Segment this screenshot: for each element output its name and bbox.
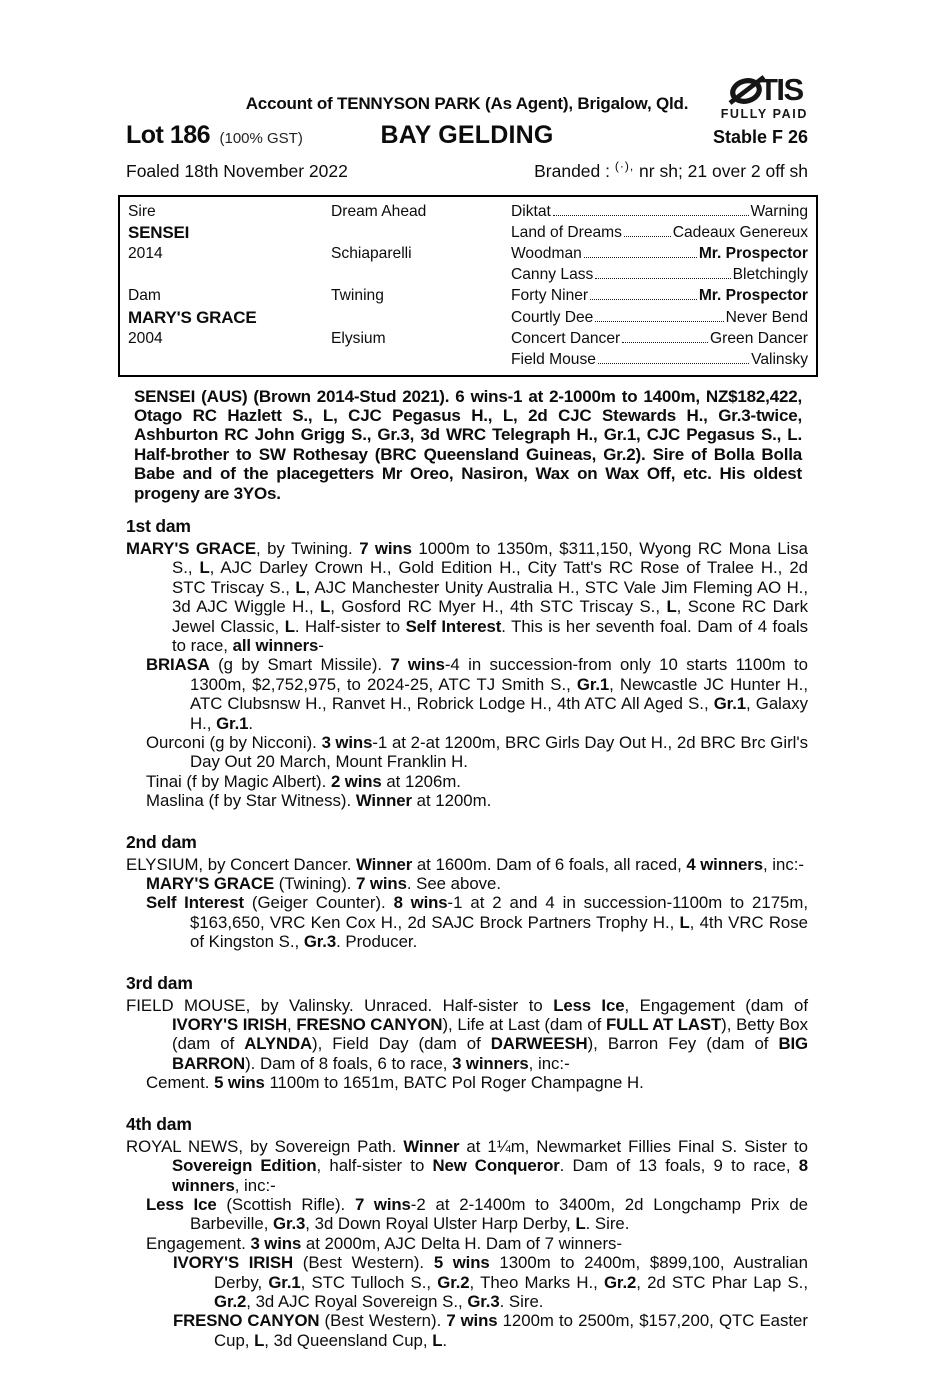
pedigree-cell-generation3 [511,224,808,242]
dam-record-paragraph [126,996,808,1074]
emphasized-text: Gr.2 [214,1291,247,1311]
emphasized-text: Gr.1 [713,694,746,714]
plain-text: . This is her seventh foal. Dam of 4 foals to race, [172,616,808,655]
pedigree-cell-generation2: Schiaparelli [331,244,412,262]
emphasized-text: L [666,597,677,617]
pedigree-row [128,307,808,328]
progeny-entry [126,772,808,791]
emphasized-text: 5 wins [214,1073,265,1093]
plain-text: 1000m to 1350m, $311,150, Wyong RC Mona Lisa S., [172,538,808,578]
ancestor-dam: Mr. Prospector [698,244,808,262]
plain-text: , 4th VRC Rose of Kingston S., [190,912,808,952]
plain-text: Engagement. [146,1233,251,1253]
plain-text: , Newcastle JC Hunter H., ATC Clubsnsw H., Ranvet H., Robrick Lodge H., 4th ATC All Aged S., [190,674,808,714]
emphasized-text: 7 wins [356,874,407,894]
plain-text: 1200m to 2500m, $157,200, QTC Easter Cup, [214,1311,808,1350]
ancestor-dam: Valinsky [751,350,808,368]
progeny-sub-entry [126,1253,808,1311]
ancestor-dam: Green Dancer [710,329,808,347]
progeny-entry [126,893,808,951]
ancestor-sire: Canny Lass [511,266,594,284]
ancestor-dam: Warning [750,202,808,220]
emphasized-text: DARWEESH [490,1034,588,1054]
emphasized-text: Gr.1 [268,1272,301,1292]
emphasized-text: L [575,1214,586,1234]
emphasized-text: FRESNO CANYON [173,1311,320,1331]
ancestor-sire: Courtly Dee [511,308,594,326]
plain-text: Tinai (f by Magic Albert). [146,771,331,791]
plain-text: (Scottish Rifle). [216,1194,355,1214]
emphasized-text: L [199,558,210,578]
plain-text: -4 in succession-from only 10 starts 1100m to 1300m, $2,752,975, to 2024-25, ATC TJ Smith S., [190,655,808,694]
pedigree-cell-generation1: 2004 [128,329,163,347]
vendor-account-line: Account of TENNYSON PARK (As Agent), Brigalow, Qld. [245,94,689,113]
plain-text: (Best Western). [292,1253,434,1273]
pedigree-table [118,195,818,377]
pedigree-cell-generation3 [511,266,808,284]
emphasized-text: Gr.1 [576,674,610,694]
pedigree-row [128,222,808,243]
emphasized-text: Gr.1 [216,713,249,733]
plain-text: , Galaxy H., [190,694,808,733]
emphasized-text: L [679,912,690,932]
plain-text: at 1206m. [381,771,461,791]
plain-text: . Producer. [336,932,418,952]
plain-text: , Gosford RC Myer H., 4th STC Triscay S., [330,597,667,617]
lot-number: Lot 186 [126,121,211,149]
plain-text: . [442,1330,448,1350]
plain-text: . See above. [406,874,502,894]
emphasized-text: L [320,597,331,617]
ancestor-dam: Cadeaux Genereux [672,223,808,241]
plain-text: ), Life at Last (dam of [442,1015,607,1035]
plain-text: , STC Tulloch S., [300,1272,438,1292]
dotted-leader [553,215,749,216]
plain-text: . Sire. [585,1214,630,1234]
progeny-sub-entry [126,1311,808,1350]
dotted-leader [584,257,697,258]
pedigree-cell-generation1: 2014 [128,244,163,262]
dam-record-paragraph [126,1137,808,1195]
emphasized-text: Self Interest [405,616,502,636]
plain-text: , Theo Marks H., [469,1272,604,1292]
emphasized-text: FRESNO CANYON [296,1015,443,1035]
plain-text: FIELD MOUSE, by Valinsky. Unraced. Half-sister to [126,995,554,1015]
emphasized-text: 7 wins [446,1311,498,1331]
foaled-date: Foaled 18th November 2022 [126,161,348,181]
dam-section-heading: 2nd dam [126,831,197,852]
plain-text: at 1200m. [411,791,492,811]
pedigree-row [128,328,808,349]
plain-text: , 3d AJC Royal Sovereign S., [246,1291,468,1311]
emphasized-text: L [254,1330,265,1350]
emphasized-text: SENSEI (AUS) (Brown 2014-Stud 2021). 6 wins-1 at 2-1000m to 1400m, NZ$182,422, Otago RC Hazlett S., L, CJC Pegasus H., L, 2d CJC Stewards H., Gr.3-twice, Ashburton RC John Grigg S., Gr.3, 3d WRC Telegraph H., Gr.1, CJC Pegasus S., L. Half-brother to SW Rothesay (BRC Queensland Guineas, Gr.2). Sire of Bolla Bolla Babe and of the placegetters Mr Oreo, Nasiron, Wax on Wax Off, etc. His oldest progeny are 3YOs. [134,386,802,503]
plain-text: at 1600m. Dam of 6 foals, all raced, [412,854,687,874]
plain-text: Cement. [146,1073,215,1093]
emphasized-text: BIG BARRON [172,1034,808,1073]
dotted-leader [590,299,697,300]
qtis-logo-wordmark [721,74,808,105]
dotted-leader [595,321,723,322]
progeny-entry [126,655,808,733]
emphasized-text: Gr.3 [273,1214,306,1234]
plain-text: - [318,635,324,655]
branded-text: nr sh; 21 over 2 off sh [634,161,808,181]
plain-text: at 2000m, AJC Delta H. Dam of 7 winners- [301,1233,623,1253]
emphasized-text: IVORY'S IRISH [172,1015,287,1035]
emphasized-text: Winner [356,854,413,874]
ancestor-sire: Concert Dancer [511,329,621,347]
pedigree-cell-generation3 [511,309,808,327]
emphasized-text: New Conqueror [432,1156,560,1176]
plain-text: (Twining). [274,874,357,894]
pedigree-row [128,286,808,307]
plain-text: (Best Western). [319,1311,447,1331]
plain-text: Maslina (f by Star Witness). [146,791,356,811]
plain-text: . Half-sister to [294,616,406,636]
plain-text: . Sire. [499,1291,544,1311]
emphasized-text: 3 wins [250,1233,302,1253]
plain-text: -1 at 2-at 1200m, BRC Girls Day Out H., 2d BRC Brc Girl's Day Out 20 March, Mount Franklin H. [190,733,809,772]
plain-text: at 1¼m, Newmarket Fillies Final S. Sister to [459,1136,808,1156]
pedigree-cell-generation3 [511,287,808,305]
gst-note: (100% GST) [219,130,303,147]
ancestor-sire: Land of Dreams [511,223,622,241]
progeny-entry [126,1073,808,1092]
pedigree-row [128,265,808,286]
brand-symbol: (·), [614,159,635,174]
plain-text: ROYAL NEWS, by Sovereign Path. [126,1136,404,1156]
section-4th-dam [126,1114,808,1350]
pedigree-cell-generation2: Twining [331,287,384,305]
horse-description-title: BAY GELDING [380,121,554,149]
plain-text: , 3d Down Royal Ulster Harp Derby, [305,1214,576,1234]
progeny-entry [126,1234,808,1253]
emphasized-text: MARY'S GRACE [126,538,256,558]
dam-section-heading: 4th dam [126,1113,192,1134]
emphasized-text: 5 wins [433,1253,490,1273]
emphasized-text: 7 wins [359,538,412,558]
plain-text: , 3d Queensland Cup, [264,1330,433,1350]
branded-info [534,161,808,182]
emphasized-text: L [284,616,295,636]
ancestor-dam: Mr. Prospector [698,287,808,305]
dam-record-paragraph [126,855,808,874]
emphasized-text: 8 winners [172,1156,808,1195]
qtis-logo [721,74,808,121]
pedigree-cell-generation1: SENSEI [128,222,190,242]
plain-text: ), Betty Box (dam of [172,1015,808,1054]
dotted-leader [595,278,730,279]
plain-text: . Dam of 13 foals, 9 to race, [559,1156,799,1176]
emphasized-text: 7 wins [390,655,445,675]
emphasized-text: Gr.3 [303,932,337,952]
pedigree-cell-generation3 [511,330,808,348]
emphasized-text: Less Ice [553,995,625,1015]
qtis-logo-text: TIS [758,72,803,107]
lot-header-row [126,121,808,152]
emphasized-text: 3 winners [452,1053,529,1073]
emphasized-text: FULL AT LAST [606,1015,722,1035]
emphasized-text: Sovereign Edition [172,1156,317,1176]
pedigree-cell-generation1: Sire [128,202,156,220]
dotted-leader [598,363,749,364]
emphasized-text: Winner [355,791,412,811]
progeny-entry [126,733,808,772]
pedigree-cell-generation2: Elysium [331,329,386,347]
dam-section-heading: 1st dam [126,515,191,536]
emphasized-text: all winners [232,635,319,655]
emphasized-text: Gr.3 [467,1291,500,1311]
ancestor-sire: Diktat [511,202,551,220]
dotted-leader [624,236,671,237]
plain-text: Ourconi (g by Nicconi). [146,733,322,752]
ancestor-dam: Never Bend [725,308,808,326]
fully-paid-label: FULLY PAID [720,107,808,121]
pedigree-cell-generation1: MARY'S GRACE [128,307,257,327]
plain-text: 1100m to 1651m, BATC Pol Roger Champagne H. [264,1073,644,1093]
emphasized-text: Less Ice [146,1194,217,1214]
ancestor-dam: Bletchingly [732,266,808,284]
dam-record-paragraph [126,539,808,655]
plain-text: ), Field Day (dam of [312,1034,491,1054]
plain-text: ). Dam of 8 foals, 6 to race, [245,1053,453,1073]
progeny-entry [126,874,808,893]
plain-text: , inc:- [528,1053,570,1073]
emphasized-text: 2 wins [330,771,382,791]
pedigree-cell-generation3 [511,351,808,369]
lot-left-group [126,121,303,150]
emphasized-text: Gr.2 [603,1272,637,1292]
emphasized-text: Winner [403,1136,460,1156]
plain-text: ), Barron Fey (dam of [587,1034,779,1054]
dotted-leader [622,342,708,343]
ancestor-sire: Field Mouse [511,350,596,368]
foaled-branded-row [126,161,808,182]
emphasized-text: 7 wins [354,1194,411,1214]
emphasized-text: BRIASA [146,655,210,675]
progeny-entry [126,1195,808,1234]
plain-text: , AJC Manchester Unity Australia H., STC Vale Jim Fleming AO H., 3d AJC Wiggle H., [172,577,809,617]
emphasized-text: L [295,577,306,597]
plain-text: , by Twining. [255,538,360,558]
emphasized-text: IVORY'S IRISH [173,1253,293,1273]
plain-text: , inc:- [762,854,804,874]
plain-text: -1 at 2 and 4 in succession-1100m to 2175m, $163,650, VRC Ken Cox H., 2d SAJC Brock Partners Trophy H., [190,893,808,932]
plain-text: (Geiger Counter). [244,893,394,913]
pedigree-cell-generation3 [511,203,808,221]
stable-number: Stable F 26 [712,127,808,147]
emphasized-text: Self Interest [146,893,244,913]
emphasized-text: 4 winners [686,854,763,874]
ancestor-sire: Woodman [511,244,582,262]
emphasized-text: MARY'S GRACE [146,874,275,894]
plain-text: , half-sister to [316,1156,433,1176]
plain-text: 1300m to 2400m, $899,100, Australian Derby, [214,1253,808,1292]
pedigree-cell-generation1: Dam [128,287,161,305]
pedigree-row [128,349,808,370]
pedigree-row [128,201,808,222]
plain-text: , [286,1015,297,1035]
dam-section-heading: 3rd dam [126,972,193,993]
plain-text: (g by Smart Missile). [209,655,391,675]
emphasized-text: ALYNDA [244,1034,313,1054]
section-1st-dam [126,516,808,811]
plain-text: , Scone RC Dark Jewel Classic, [172,597,808,636]
plain-text: . [248,713,254,733]
sire-summary-paragraph [126,387,808,503]
branded-prefix: Branded : [534,161,615,181]
emphasized-text: 3 wins [321,733,373,752]
emphasized-text: L [432,1330,443,1350]
emphasized-text: 8 wins [393,893,448,913]
pedigree-row [128,243,808,264]
section-3rd-dam [126,973,808,1093]
section-2nd-dam [126,832,808,952]
pedigree-cell-generation3 [511,245,808,263]
plain-text: , Engagement (dam of [624,995,808,1015]
plain-text: , 2d STC Phar Lap S., [636,1272,808,1292]
plain-text: ELYSIUM, by Concert Dancer. [126,854,357,874]
progeny-entry [126,791,808,810]
ancestor-sire: Forty Niner [511,287,589,305]
plain-text: -2 at 2-1400m to 3400m, 2d Longchamp Prix de Barbeville, [190,1194,809,1234]
plain-text: , AJC Darley Crown H., Gold Edition H., City Tatt's RC Rose of Tralee H., 2d STC Triscay S., [172,558,808,597]
emphasized-text: Gr.2 [437,1272,470,1292]
pedigree-cell-generation2: Dream Ahead [331,202,427,220]
plain-text: , inc:- [234,1175,276,1195]
